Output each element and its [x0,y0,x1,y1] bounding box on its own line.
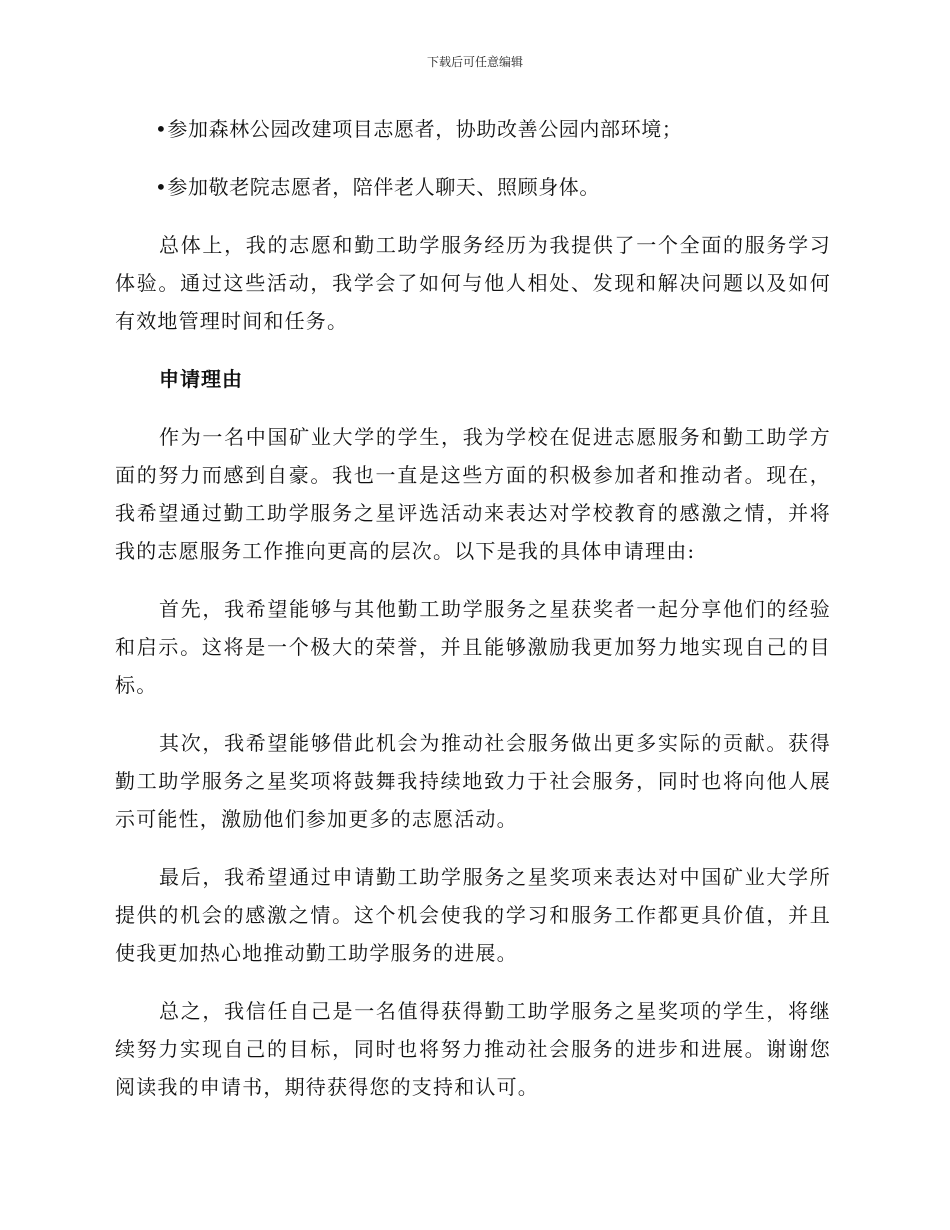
bullet-item [155,110,831,148]
bullet-text: 参加敬老院志愿者，陪伴老人聊天、照顾身体。 [167,175,601,199]
document-body [115,110,831,1126]
paragraph: 作为一名中国矿业大学的学生，我为学校在促进志愿服务和勤工助学方面的努力而感到自豪。我也一直是这些方面的积极参加者和推动者。现在，我希望通过勤工助学服务之星评选活动来表达对学校教育的感激之情，并将我的志愿服务工作推向更高的层次。以下是我的具体申请理由: [115,425,831,563]
paragraph: 总之，我信任自己是一名值得获得勤工助学服务之星奖项的学生，将继续努力实现自己的目标，同时也将努力推动社会服务的进步和进展。谢谢您阅读我的申请书，期待获得您的支持和认可。 [115,999,831,1099]
paragraph: 其次，我希望能够借此机会为推动社会服务做出更多实际的贡献。获得勤工助学服务之星奖项将鼓舞我持续地致力于社会服务，同时也将向他人展示可能性，激励他们参加更多的志愿活动。 [115,731,831,831]
bullet-text: 参加森林公园改建项目志愿者，协助改善公园内部环境； [167,117,683,141]
bullet-item [155,168,831,206]
bullet-marker: • [155,117,168,141]
section-heading: 申请理由 [159,367,243,391]
bullet-marker: • [155,175,168,199]
paragraph: 首先，我希望能够与其他勤工助学服务之星获奖者一起分享他们的经验和启示。这将是一个极大的荣誉，并且能够激励我更加努力地实现自己的目标。 [115,597,831,697]
page-header: 下载后可任意编辑 [426,55,523,69]
summary-paragraph: 总体上，我的志愿和勤工助学服务经历为我提供了一个全面的服务学习体验。通过这些活动，我学会了如何与他人相处、发现和解决问题以及如何有效地管理时间和任务。 [115,233,831,333]
paragraph: 最后，我希望通过申请勤工助学服务之星奖项来表达对中国矿业大学所提供的机会的感激之情。这个机会使我的学习和服务工作都更具价值，并且使我更加热心地推动勤工助学服务的进展。 [115,865,831,965]
